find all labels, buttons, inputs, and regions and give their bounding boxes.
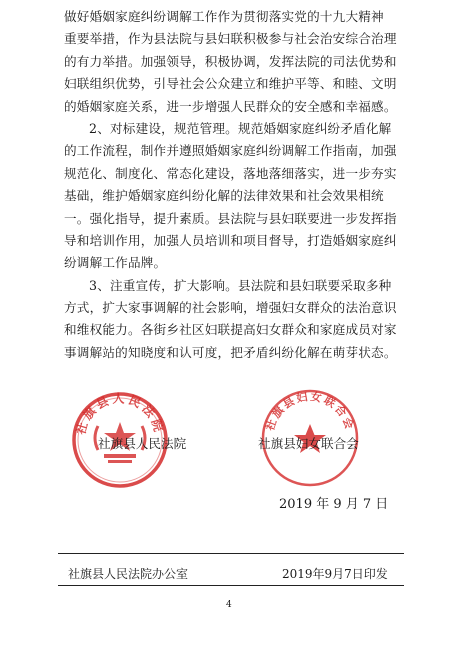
body-line: 规范化、制度化、常态化建设，落地落细落实，进一步夯实 bbox=[64, 165, 397, 181]
body-line: 事调解站的知晓度和认可度，把矛盾纠纷化解在萌芽状态。 bbox=[64, 344, 397, 360]
document-body bbox=[64, 6, 404, 364]
womens-federation-signature: 社旗县妇女联合会 bbox=[258, 436, 359, 451]
body-line: 做好婚姻家庭纠纷调解工作作为贯彻落实党的十九大精神 bbox=[64, 9, 384, 24]
body-line: 方式，扩大家事调解的社会影响，增强妇女群众的法治意识 bbox=[64, 300, 397, 316]
section-2-heading-line: 2、对标建设，规范管理。规范婚姻家庭纠纷矛盾化解 bbox=[89, 120, 392, 136]
section-3-heading-line: 3、注重宣传，扩大影响。县法院和县妇联要采取多种 bbox=[89, 277, 392, 293]
body-line: 的婚姻家庭关系，进一步增强人民群众的安全感和幸福感。 bbox=[64, 98, 397, 114]
court-signature: 社旗县人民法院 bbox=[98, 436, 187, 451]
footer-print-date: 2019年9月7日印发 bbox=[282, 567, 388, 581]
body-line: 纷调解工作品牌。 bbox=[64, 255, 167, 271]
footer-top-rule bbox=[58, 553, 404, 554]
svg-text:社旗县妇女联合会: 社旗县妇女联合会 bbox=[263, 390, 357, 433]
issue-date: 2019 年 9 月 7 日 bbox=[279, 497, 389, 512]
footer-bottom-rule bbox=[58, 585, 404, 586]
svg-text:社旗县人民法院: 社旗县人民法院 bbox=[73, 391, 167, 437]
body-line: 重要举措，作为县法院与县妇联积极参与社会治安综合治理 bbox=[64, 31, 397, 47]
body-line: 一。强化指导，提升素质。县法院与县妇联要进一步发挥指 bbox=[64, 210, 397, 226]
body-line: 基础，维护婚姻家庭纠纷化解的法律效果和社会效果相统 bbox=[64, 188, 384, 204]
body-line: 的有力举措。加强领导，积极协调，发挥法院的司法优势和 bbox=[64, 53, 397, 69]
body-line: 妇联组织优势，引导社会公众建立和维护平等、和睦、文明 bbox=[64, 76, 397, 92]
footer-issuer: 社旗县人民法院办公室 bbox=[68, 567, 189, 581]
body-line: 和维权能力。各街乡社区妇联提高妇女群众和家庭成员对家 bbox=[64, 322, 397, 338]
page-number: 4 bbox=[226, 600, 232, 610]
body-line: 导和培训作用，加强人员培训和项目督导，打造婚姻家庭纠 bbox=[64, 232, 397, 248]
body-line: 的工作流程，制作并遵照婚姻家庭纠纷调解工作指南，加强 bbox=[64, 143, 397, 159]
